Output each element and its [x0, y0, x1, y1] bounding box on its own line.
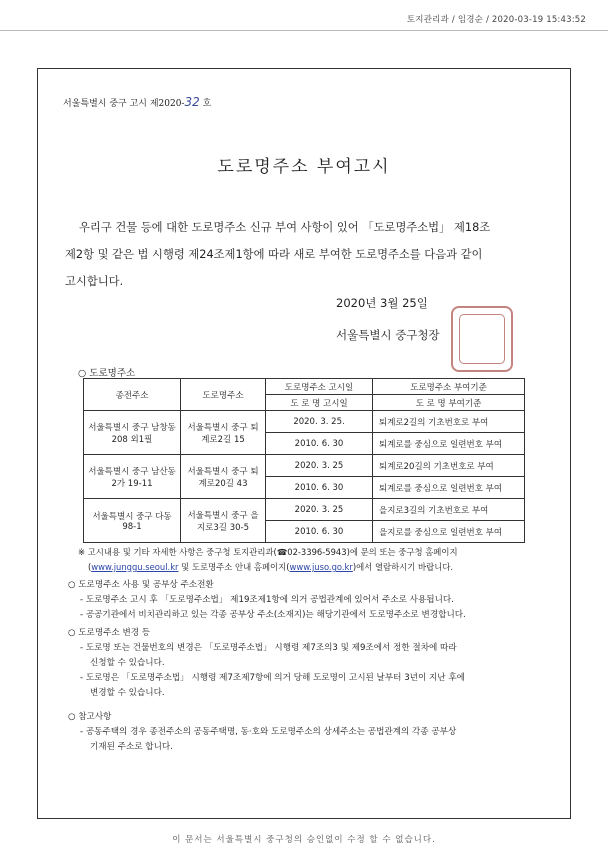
section-reference — [68, 710, 548, 755]
road-basis-cell: 퇴계로를 중심으로 일련번호 부여 — [373, 477, 525, 499]
header-basis: 도로명주소 부여기준 — [373, 379, 525, 395]
section-item: 신청할 수 있습니다. — [90, 658, 165, 668]
section-heading: ○ 도로명주소 변경 등 — [68, 628, 151, 638]
inquiry-note: ※ 고시내용 및 기타 자세한 사항은 중구청 토지관리과(☎02-3396-5943)에 문의 또는 중구청 홈페이지 (www.junggu.seoul.kr 및 도로명주소 안내 홈페이지(www.juso.go.kr)에서 열람하시기 바랍니다. — [78, 547, 458, 572]
section-item: 기재된 주소로 합니다. — [90, 742, 173, 752]
road-basis-cell: 을지로를 중심으로 일련번호 부여 — [373, 521, 525, 543]
official-seal — [451, 306, 513, 372]
header-road-address: 도로명주소 — [181, 379, 266, 411]
notice-date-cell: 2020. 3. 25. — [266, 411, 373, 433]
header-notice-date: 도로명주소 고시일 — [266, 379, 373, 395]
table-row — [84, 499, 525, 521]
body-line: 우리구 건물 등에 대한 도로명주소 신규 부여 사항이 있어 「도로명주소법」 제18조 — [79, 221, 491, 234]
body-text — [65, 214, 545, 295]
old-address-cell: 서울특별시 중구 남산동2가 19-11 — [84, 455, 181, 499]
road-notice-date-cell: 2010. 6. 30 — [266, 477, 373, 499]
header-old-address: 종전주소 — [84, 379, 181, 411]
body-line: 제2항 및 같은 법 시행령 제24조제1항에 따라 새로 부여한 도로명주소를 다음과 같이 — [65, 248, 483, 261]
handwritten-number: 32 — [184, 95, 200, 109]
header-divider — [0, 30, 608, 31]
basis-cell: 퇴계로20길의 기초번호로 부여 — [373, 455, 525, 477]
header-road-basis: 도 로 명 부여기준 — [373, 395, 525, 411]
note-text: ※ 고시내용 및 기타 자세한 사항은 중구청 토지관리과(☎02-3396-5943)에 문의 또는 중구청 홈페이지 — [78, 547, 458, 557]
section-heading: ○ 참고사항 — [68, 712, 112, 722]
address-table — [83, 378, 525, 543]
road-notice-date-cell: 2010. 6. 30 — [266, 433, 373, 455]
notice-date-cell: 2020. 3. 25 — [266, 499, 373, 521]
basis-cell: 을지로3길의 기초번호로 부여 — [373, 499, 525, 521]
footer-disclaimer: 이 문서는 서울특별시 중구청의 승인없이 수정 할 수 없습니다. — [172, 835, 436, 845]
section-usage — [68, 578, 548, 623]
section-item: 변경할 수 있습니다. — [90, 688, 165, 698]
seal-inner — [459, 314, 505, 364]
old-address-cell: 서울특별시 중구 남창동 208 외1필 — [84, 411, 181, 455]
section-item: - 도로명 또는 건물번호의 변경은 「도로명주소법」 시행령 제7조의3 및 제9조에서 정한 절차에 따라 — [80, 643, 457, 653]
table-row — [84, 411, 525, 433]
notice-prefix: 서울특별시 중구 고시 제2020- — [63, 99, 185, 109]
section-item: - 공동주택의 경우 종전주소의 공동주택명, 동·호와 도로명주소의 상세주소는 공법관계의 각종 공부상 — [80, 727, 457, 737]
section-change — [68, 626, 548, 701]
table-section-heading: ○ 도로명주소 — [78, 368, 136, 379]
road-basis-cell: 퇴계로를 중심으로 일련번호 부여 — [373, 433, 525, 455]
note-text: )에서 열람하시기 바랍니다. — [352, 562, 454, 572]
road-address-cell: 서울특별시 중구 퇴계로2길 15 — [181, 411, 266, 455]
old-address-cell: 서울특별시 중구 다동 98-1 — [84, 499, 181, 543]
road-address-cell: 서울특별시 중구 을지로3길 30-5 — [181, 499, 266, 543]
road-notice-date-cell: 2010. 6. 30 — [266, 521, 373, 543]
note-text: 및 도로명주소 안내 홈페이지( — [178, 562, 290, 572]
notice-date: 2020년 3월 25일 — [336, 296, 428, 310]
road-address-cell: 서울특별시 중구 퇴계로20길 43 — [181, 455, 266, 499]
issuer-name: 서울특별시 중구청장 — [336, 328, 440, 342]
juso-homepage-link[interactable]: www.juso.go.kr — [289, 562, 353, 572]
body-line: 고시합니다. — [65, 275, 124, 288]
section-item: - 도로명은 「도로명주소법」 시행령 제7조제7항에 의거 당해 도로명이 고시된 날부터 3년이 지난 후에 — [80, 673, 465, 683]
header-road-notice-date: 도 로 명 고시일 — [266, 395, 373, 411]
table-row — [84, 455, 525, 477]
notice-suffix: 호 — [202, 99, 212, 109]
section-heading: ○ 도로명주소 사용 및 공부상 주소전환 — [68, 580, 214, 590]
document-meta: 토지관리과 / 임경순 / 2020-03-19 15:43:52 — [406, 15, 586, 25]
basis-cell: 퇴계로2길의 기초번호로 부여 — [373, 411, 525, 433]
notice-date-cell: 2020. 3. 25 — [266, 455, 373, 477]
junggu-homepage-link[interactable]: www.junggu.seoul.kr — [91, 562, 179, 572]
section-item: - 공공기관에서 비치관리하고 있는 각종 공부상 주소(소재지)는 해당기관에서 도로명주소로 변경합니다. — [80, 610, 466, 620]
section-item: - 도로명주소 고시 후 「도로명주소법」 제19조제1항에 의거 공법관계에 있어서 주소로 사용됩니다. — [80, 595, 454, 605]
notice-number — [63, 95, 211, 109]
document-title: 도로명주소 부여고시 — [217, 157, 391, 177]
